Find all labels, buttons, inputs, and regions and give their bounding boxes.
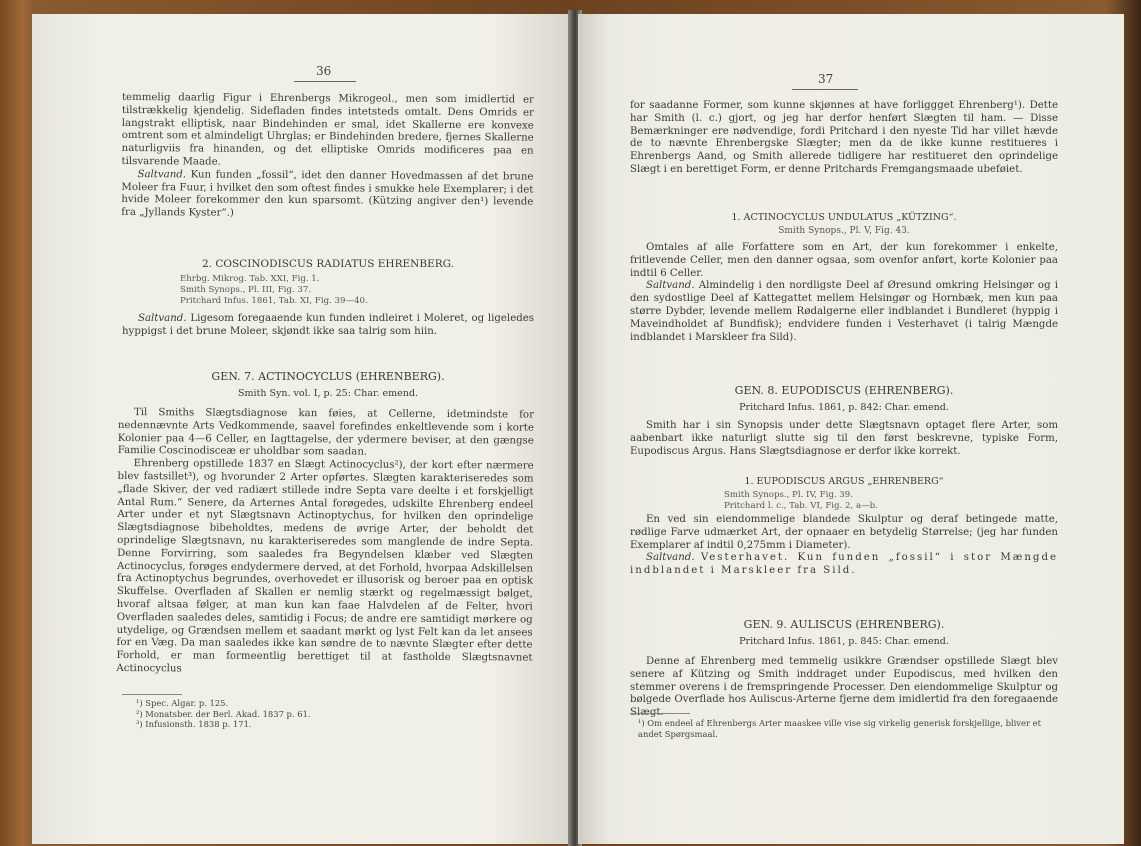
- paragraph: Til Smiths Slægtsdiagnose kan føies, at Cellerne, idetmindste for nedennævnte Arts Vedkommende, saavel forefindes enkeltlevende som i korte Kolonier paa 4—6 Celler, en Iagttagelse, der ydermere beviser, at den gængse Familie Coscinodisceæ er uholdbar som saadan.: [117, 407, 534, 458]
- species-heading: 2. COSCINODISCUS RADIATUS EHRENBERG.: [201, 258, 454, 270]
- species-heading: 1. ACTINOCYCLUS UNDULATUS „KÜTZING“.: [731, 212, 957, 223]
- occurrence-label: Saltvand.: [646, 280, 695, 292]
- paragraph: En ved sin eiendommelige blandede Skulptur og deraf betingede matte, rødlige Farve udmærket Art, der opnaaer en betydelig Størrelse; (jeg har funden Exemplarer af indtil 0,275mm i Diameter).: [630, 514, 1058, 551]
- reference: Pritchard Infus. 1861, Tab. XI, Fig. 39—40.: [180, 296, 368, 306]
- paragraph: Smith har i sin Synopsis under dette Slægtsnavn optaget flere Arter, som aabenbart ikke naturligt slutte sig til den først beskrevne, typiske Form, Eupodiscus Argus. Hans Slægtsdiagnose er derfor ikke korrekt.: [630, 420, 1058, 457]
- occurrence-text: Vesterhavet. Kun funden „fossil“ i stor Mængde indblandet i Marsklеer fra Sild.: [630, 552, 1058, 577]
- paragraph: for saadanne Former, som kunne skjønnes at have forliggget Ehrenberg¹). Dette har Smith (l. c.) gjort, og jeg har derfor henført Slægten til ham. — Disse Bemærkninger ere nødvendige, fordi Pritchard i den nyeste Tid har villet hævde de to nævnte Ehrenbergske Slægter; men da de ikke kunne restitueres i Ehrenbergs Aand, og Smith allerede tidligere har restitueret den oprindelige Slægt i en berettiget Form, er denne Pritchards Fremgangsmaade ubeføiet.: [630, 100, 1058, 175]
- paragraph: Omtales af alle Forfattere som en Art, der kun forekommer i enkelte, fritlevende Celler, men den danner ogsaa, som ovenfor anført, korte Kolonier paa indtil 6 Celler.: [630, 242, 1058, 279]
- paragraph: Ehrenberg opstillede 1837 en Slægt Actinocyclus²), der kort efter nærmere blev fastsillet³), og hvorunder 2 Arter opførtes. Slægten karakteriseredes som „flade Skiver, der ved radiært stillede indre Septa vare deelte i et forskjelligt Antal Rum.“ Senere, da Arternes Antal forøgedes, udskilte Ehrenberg endeel Arter under et nyt Slægtsnavn Actinoptychus, for hvilken den oprindelige Slægtsdiagnose bibeholdtes, medens de øvrige Arter, der beholdt det oprindelige Slægtsnavn, nu karakteriseredes som manglende de indre Septa. Denne Forvirring, som saaledes fra Begyndelsen klæber ved Slægten Actinocyclus, forøges endydermere derved, at det Forhold, hvorpaa Adskillelsen fra Actinoptychus begrundes, overhovedet er illusorisk og beroer paa en optisk Skuffelse. Overfladen af Skallen er nemlig stærkt og regelmæssigt bølget, hvoraf altsaa følger, at man kun kan faae Halvdelen af de Felter, hvori Overfladen saaledes deles, samtidig i Focus; de andre ere samtidigt mørkere og utydelige, og Grændsen mellem et saadant mørkt og lyst Felt kan da let ansees for en Væg. Da man saaledes ikke kan søndre de to nævnte Slægter efter dette Forhold, er man formeentlig berettiget til at fastholde Slægtsnavnet Actinocyclus: [116, 458, 534, 675]
- occurrence-label: Saltvand.: [646, 552, 695, 564]
- paragraph: [122, 313, 534, 339]
- species-occurrence: [122, 313, 534, 339]
- footnote: ¹) Spec. Algar. p. 125.: [136, 698, 229, 708]
- page-number-rule: [792, 89, 858, 90]
- species-heading: 1. EUPODISCUS ARGUS „EHRENBERG“: [744, 476, 944, 487]
- footnote-rule: [630, 713, 690, 714]
- occurrence-label: Saltvand.: [138, 313, 187, 324]
- left-continuation-text: [121, 92, 534, 222]
- occurrence-label: Saltvand.: [137, 168, 187, 181]
- species-description: [630, 242, 1058, 344]
- genus-reference: Smith Syn. vol. I, p. 25: Char. emend.: [238, 388, 418, 399]
- paragraph: [630, 280, 1058, 344]
- genus-reference: Pritchard Infus. 1861, p. 845: Char. emend.: [739, 636, 949, 647]
- genus-heading: GEN. 9. AULISCUS (EHRENBERG).: [743, 618, 945, 631]
- genus-description: [630, 656, 1058, 720]
- reference: Pritchard l. c., Tab. VI, Fig. 2, a—b.: [724, 501, 878, 511]
- right-intro-text: [630, 100, 1058, 177]
- page-number: 36: [316, 64, 332, 78]
- footnote: ¹) Om endeel af Ehrenbergs Arter maaskee ville vise sig virkelig generisk forskjellige, bliver et andet Spørgsmaal.: [638, 718, 1041, 739]
- paragraph: [121, 169, 533, 223]
- page-number-rule: [294, 81, 356, 82]
- footnote: ²) Monatsber. der Berl. Akad. 1837 p. 61.: [136, 708, 311, 719]
- reference: Smith Synops., Pl. III, Fig. 37.: [180, 285, 312, 295]
- left-page: [32, 14, 572, 844]
- footnote: ³) Infusionsth. 1838 p. 171.: [136, 719, 252, 730]
- genus-description: [630, 420, 1058, 458]
- footnote-rule: [122, 694, 182, 695]
- paragraph: [630, 552, 1058, 578]
- genus-heading: GEN. 8. EUPODISCUS (EHRENBERG).: [734, 384, 954, 397]
- reference: Ehrbg. Mikrog. Tab. XXI, Fig. 1.: [180, 274, 320, 284]
- occurrence-text: Kun funden „fossil“, idet den danner Hovedmassen af det brune Moleer fra Fuur, i hvilket den som oftest findes i smukke hele Exemplarer; i det hvide Moleer forekommer den kun sparsomt. (Kützing angiver den¹) levende fra „Jyllands Kyster“.): [121, 169, 534, 219]
- paragraph: Denne af Ehrenberg med temmelig usikkre Grændser opstillede Slægt blev senere af Kützing og Smith inddraget under Eupodiscus, med hvilken den stemmer overens i de fremspringende Processer. Den eiendommelige Skulptur og bølgede Overflade hos Auliscus-Arterne fjerne dem imidlertid fra den foregaaende Slægt.: [630, 656, 1058, 719]
- footnotes: [136, 698, 311, 730]
- species-references: [724, 490, 878, 512]
- species-description: [630, 514, 1058, 578]
- page-number: 37: [818, 72, 834, 86]
- genus-description: [116, 407, 534, 678]
- species-reference: Smith Synops., Pl. V, Fig. 43.: [778, 226, 910, 236]
- genus-reference: Pritchard Infus. 1861, p. 842: Char. emend.: [739, 402, 949, 413]
- right-page: [578, 14, 1124, 844]
- paragraph: temmelig daarlig Figur i Ehrenbergs Mikrogeol., men som imidlertid er tilstrækkelig kjendelig. Sidefladen findes intetsteds omtalt. Dens Omrids er langstrakt elliptisk, naar Bindehinden er smal, idet Skallerne ere konvexe omtrent som et almindeligt Uhrglas; er Bindehinden bredere, fjernes Skallerne naturligviis fra hinanden, og det elliptiske Omrids modificeres paa en tilsvarende Maade.: [121, 92, 534, 168]
- species-references: [180, 274, 368, 307]
- genus-heading: GEN. 7. ACTINOCYCLUS (EHRENBERG).: [211, 370, 445, 383]
- occurrence-text: Almindelig i den nordligste Deel af Øresund omkring Helsingør og i den sydostlige Deel af Kattegattet mellem Helsingør og Hornbæk, men kun paa større Dybder, levende mellem Rødalgerne eller indblandet i Bundleret (hyppig i Maveindholdet af Bundfisk); endvidere funden i Vesterhavet (i talrig Mængde indblandet i Marsklеer fra Sild).: [630, 280, 1058, 343]
- occurrence-text: Ligesom foregaaende kun funden indleiret i Moleret, og ligeledes hyppigst i det brune Moleer, skjøndt ikke saa talrig som hiin.: [122, 313, 535, 337]
- reference: Smith Synops., Pl. IV, Fig. 39.: [724, 490, 853, 500]
